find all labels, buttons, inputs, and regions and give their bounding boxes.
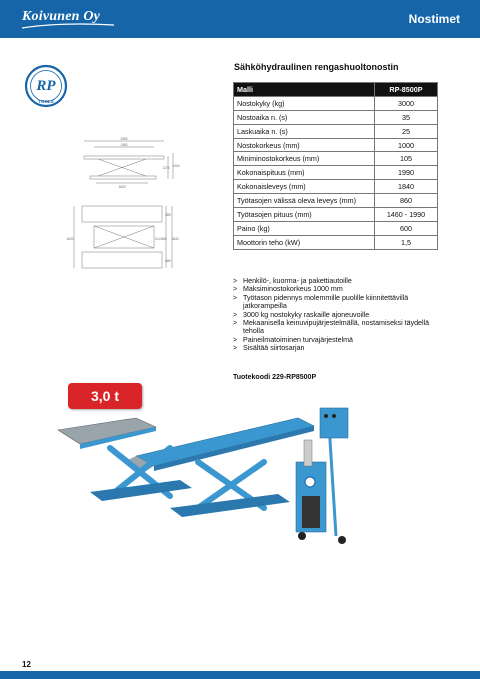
- header-bar: [0, 0, 480, 38]
- capacity-badge: 3,0 t: [68, 383, 142, 409]
- table-row: [234, 166, 438, 180]
- brand-swoosh: [20, 22, 116, 30]
- brand-logo-text: Koivunen Oy: [22, 9, 101, 24]
- spec-value: 600: [375, 221, 438, 235]
- table-row: [234, 138, 438, 152]
- table-row: [234, 180, 438, 194]
- top-dim-label: 580: [165, 213, 171, 217]
- spec-value: 3000: [375, 96, 438, 110]
- spec-label: Työtasojen välissä oleva leveys (mm): [234, 194, 375, 208]
- spec-value: 860: [375, 194, 438, 208]
- lift-product-image: [50, 400, 360, 560]
- table-row: [234, 235, 438, 249]
- spec-label: Nostoaika n. (s): [234, 110, 375, 124]
- spec-label: Paino (kg): [234, 221, 375, 235]
- spec-label: Laskuaika n. (s): [234, 124, 375, 138]
- table-row: [234, 208, 438, 222]
- top-dim-label: 1840: [171, 237, 179, 241]
- spec-table: [233, 82, 438, 250]
- feature-list: [233, 277, 443, 353]
- rp-tools-logo: [24, 64, 68, 108]
- top-dim-label: 614: [155, 237, 161, 241]
- side-dim-label: 1620: [118, 185, 126, 189]
- table-row: [234, 152, 438, 166]
- spec-value: 35: [375, 110, 438, 124]
- spec-header-model: RP-8500P: [375, 83, 438, 97]
- table-row: [234, 124, 438, 138]
- logo-subtext: TOOLS: [38, 99, 54, 104]
- list-item: > Henkilö-, kuorma- ja pakettiautoille: [233, 277, 443, 285]
- spec-label: Kokonaisleveys (mm): [234, 180, 375, 194]
- list-item: > Paineilmatoiminen turvajärjestelmä: [233, 336, 443, 344]
- top-dim-label: 1620: [66, 237, 74, 241]
- side-dim-label: 1173: [162, 166, 170, 170]
- footer-bar: [0, 671, 480, 679]
- list-item: > Sisältää siirtosarjan: [233, 344, 443, 352]
- spec-value: 1000: [375, 138, 438, 152]
- spec-table-header: [234, 83, 438, 97]
- spec-label: Työtasojen pituus (mm): [234, 208, 375, 222]
- spec-label: Moottorin teho (kW): [234, 235, 375, 249]
- side-dim-label: 1460: [120, 143, 128, 147]
- side-dim-label: 1000: [172, 164, 180, 168]
- spec-value: 1990: [375, 166, 438, 180]
- side-dim-label: 1990: [120, 137, 128, 141]
- table-row: [234, 110, 438, 124]
- spec-label: Nostokorkeus (mm): [234, 138, 375, 152]
- top-view-drawing: [58, 200, 178, 278]
- section-title: Nostimet: [408, 12, 460, 26]
- table-row: [234, 96, 438, 110]
- spec-header-label: Malli: [234, 83, 375, 97]
- spec-value: 105: [375, 152, 438, 166]
- spec-value: 1,5: [375, 235, 438, 249]
- product-title: Sähköhydraulinen rengashuoltonostin: [234, 62, 399, 72]
- page-number: 12: [22, 660, 31, 669]
- list-item: > Mekaanisella keinuvipujärjestelmällä, nostamiseksi täydellä teholla: [233, 319, 443, 336]
- spec-value: 25: [375, 124, 438, 138]
- top-dim-label: 860: [161, 237, 167, 241]
- spec-value: 1840: [375, 180, 438, 194]
- spec-value: 1460 - 1990: [375, 208, 438, 222]
- logo-text: RP: [36, 78, 56, 94]
- list-item: > 3000 kg nostokyky raskaille ajoneuvoille: [233, 311, 443, 319]
- product-code: Tuotekoodi 229-RP8500P: [233, 374, 317, 381]
- list-item: > Työtason pidennys molemmille puolille kiinnitettävillä jatkorampeilla: [233, 294, 443, 311]
- top-dim-label: 580: [165, 259, 171, 263]
- spec-label: Kokonaispituus (mm): [234, 166, 375, 180]
- side-view-drawing: [78, 136, 178, 192]
- spec-label: Miniminostokorkeus (mm): [234, 152, 375, 166]
- list-item: > Maksiminostokorkeus 1000 mm: [233, 285, 443, 293]
- spec-label: Nostokyky (kg): [234, 96, 375, 110]
- table-row: [234, 194, 438, 208]
- table-row: [234, 221, 438, 235]
